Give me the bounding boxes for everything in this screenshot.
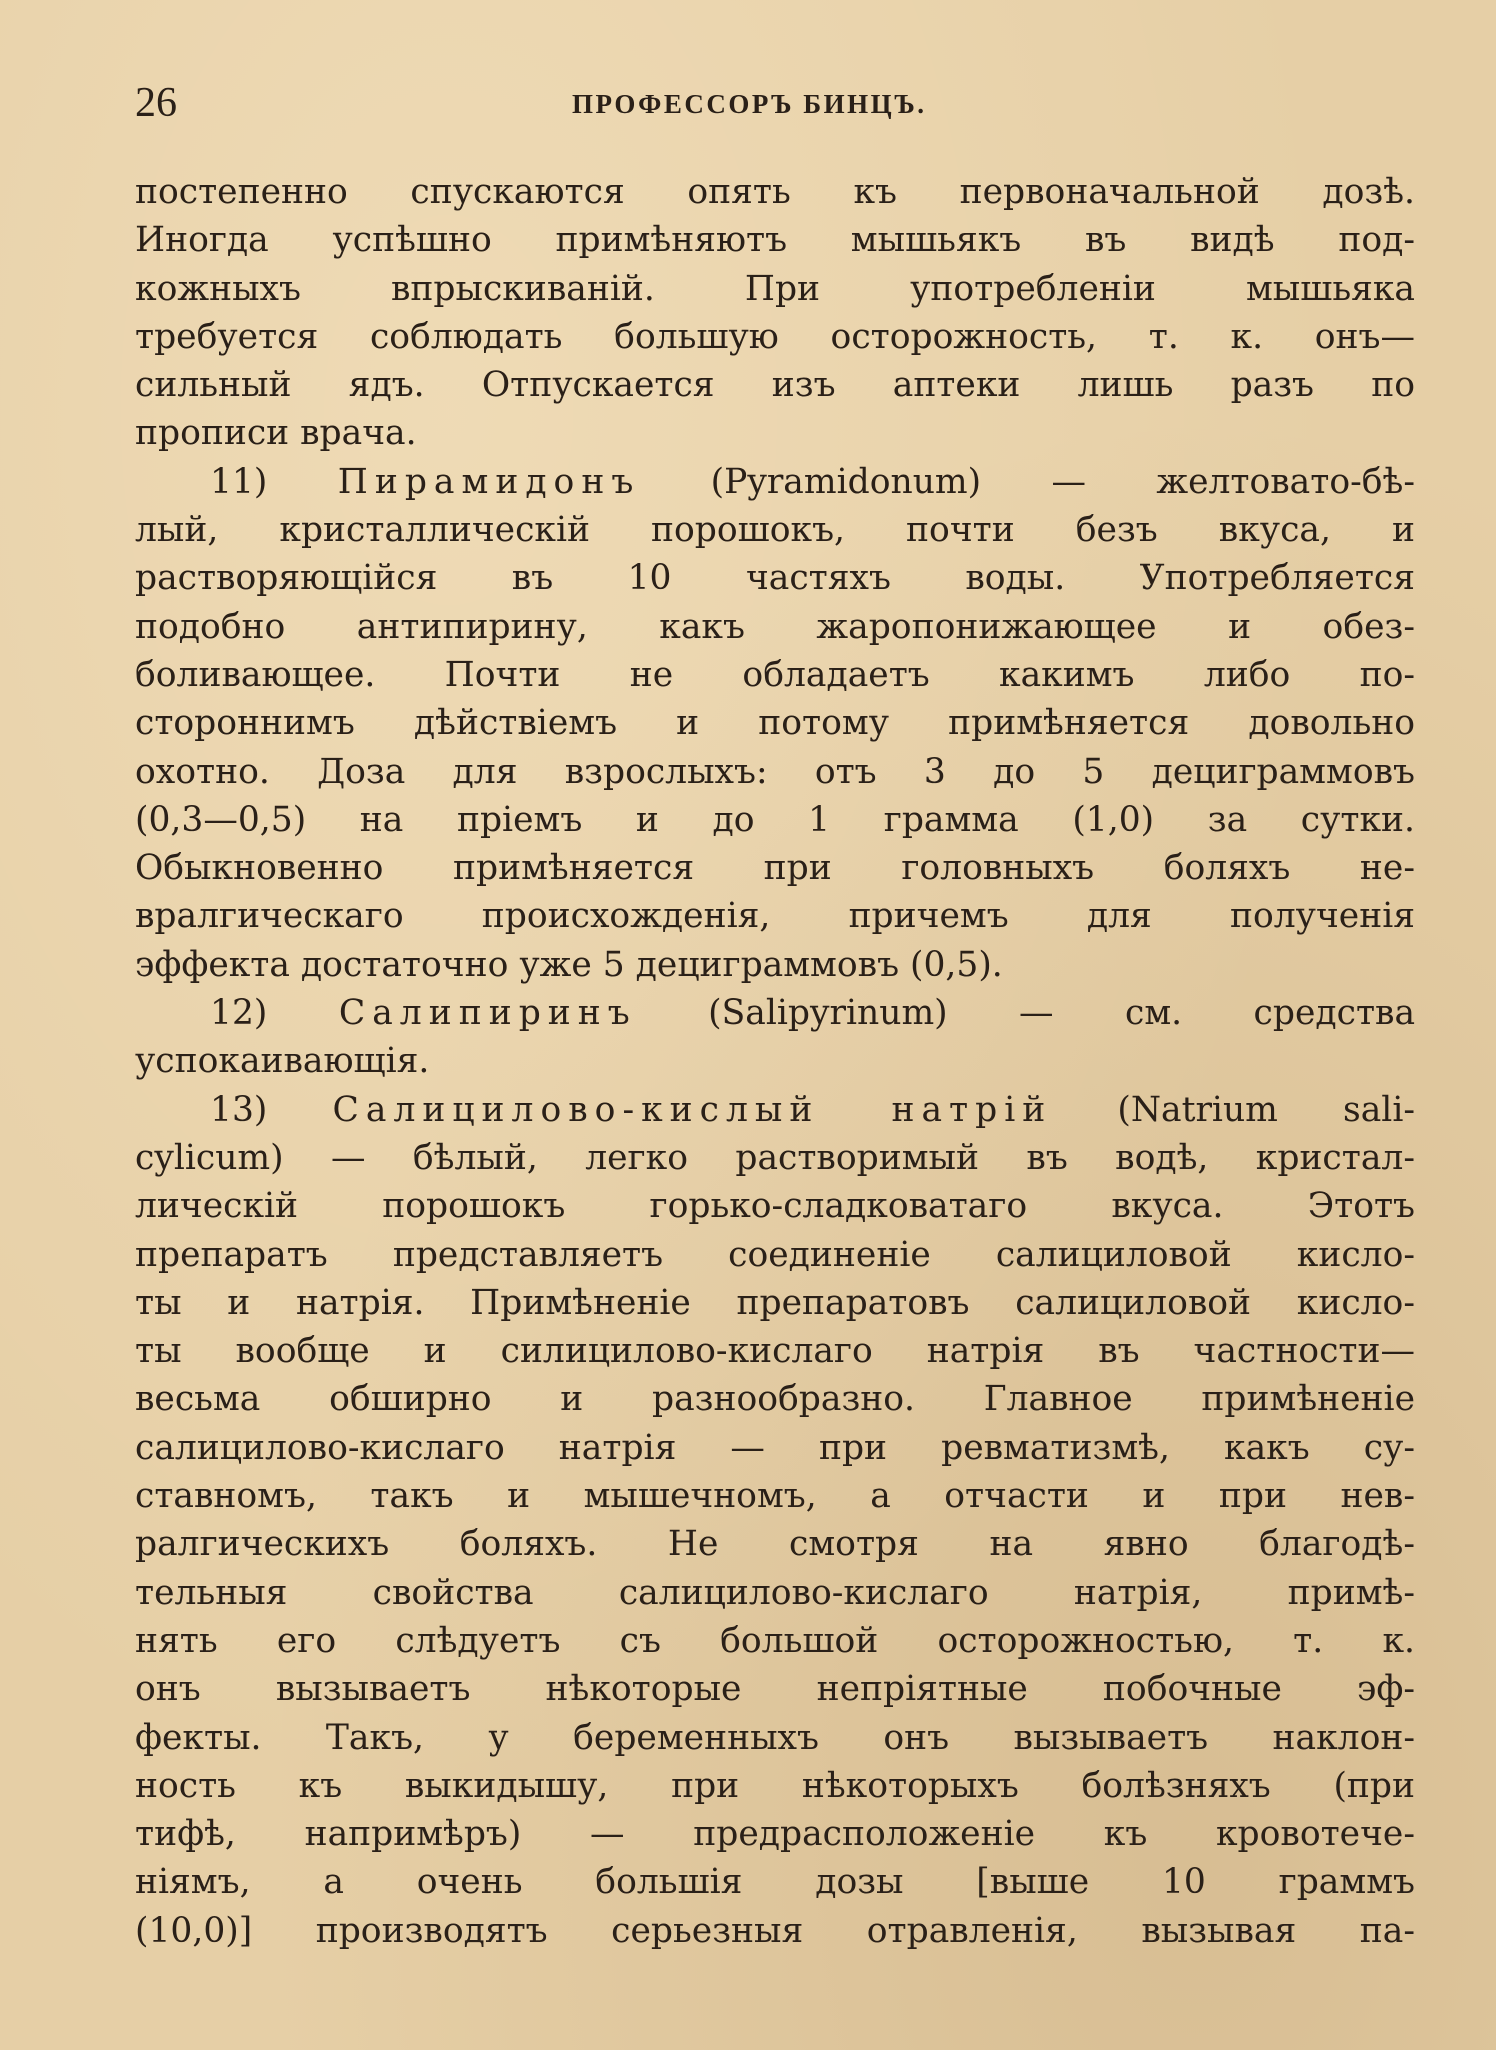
entry-heading-line — [135, 1086, 1415, 1134]
text-line: (0,3—0,5) на пріемъ и до 1 грамма (1,0) за сутки. — [135, 799, 1415, 840]
entry-term: Салицилово-кислый натрій — [332, 1089, 1053, 1130]
entry-term: Салипиринъ — [338, 993, 637, 1034]
running-head — [135, 78, 1415, 128]
text-line: подобно антипирину, какъ жаропонижающее и обез- — [135, 606, 1415, 647]
entry-number: 11) — [210, 461, 268, 502]
entry-heading-line — [135, 989, 1415, 1037]
text-line: (10,0)] производятъ серьезныя отравленія, вызывая па- — [135, 1910, 1415, 1951]
text-line: Обыкновенно примѣняется при головныхъ боляхъ не- — [135, 848, 1415, 889]
entry-number: 12) — [210, 993, 268, 1034]
text-line: Иногда успѣшно примѣняютъ мышьякъ въ видѣ под- — [135, 220, 1415, 261]
text-line: требуется соблюдать большую осторожность, т. к. онъ— — [135, 316, 1415, 357]
text-line: тельныя свойства салицилово-кислаго натрія, примѣ- — [135, 1572, 1415, 1613]
text-line: cylicum) — бѣлый, легко растворимый въ водѣ, кристал- — [135, 1137, 1415, 1178]
entry-text: (Natrium sali- — [1117, 1089, 1415, 1130]
text-line: ты и натрія. Примѣненіе препаратовъ салициловой кисло- — [135, 1282, 1415, 1323]
text-line: ность къ выкидышу, при нѣкоторыхъ болѣзняхъ (при — [135, 1765, 1415, 1806]
text-line: фекты. Такъ, у беременныхъ онъ вызываетъ наклон- — [135, 1717, 1415, 1758]
text-line: лическій порошокъ горько-сладковатаго вкуса. Этотъ — [135, 1186, 1415, 1227]
text-line: сильный ядъ. Отпускается изъ аптеки лишь разъ по — [135, 365, 1415, 406]
text-line: успокаивающія. — [135, 1041, 430, 1082]
text-line: нять его слѣдуетъ съ большой осторожностью, т. к. — [135, 1620, 1415, 1661]
text-line: эффекта достаточно уже 5 дециграммовъ (0,5). — [135, 944, 1003, 985]
text-line: препаратъ представляетъ соединеніе салициловой кисло- — [135, 1234, 1415, 1275]
entry-text: (Salipyrinum) — см. средства — [708, 993, 1415, 1034]
entry-heading-line — [135, 458, 1415, 506]
text-line: тифѣ, напримѣръ) — предрасположеніе къ кровотече- — [135, 1814, 1415, 1855]
text-line: салицилово-кислаго натрія — при ревматизмѣ, какъ су- — [135, 1427, 1415, 1468]
page-number: 26 — [135, 80, 177, 126]
text-line: кожныхъ впрыскиваній. При употребленіи мышьяка — [135, 268, 1415, 309]
text-line: охотно. Доза для взрослыхъ: отъ 3 до 5 дециграммовъ — [135, 751, 1415, 792]
entry-number: 13) — [210, 1089, 268, 1130]
entry-text: (Pyramidonum) — желтовато-бѣ- — [710, 461, 1415, 502]
text-line: ставномъ, такъ и мышечномъ, а отчасти и при нев- — [135, 1476, 1415, 1517]
text-line: ніямъ, а очень большія дозы [выше 10 граммъ — [135, 1862, 1415, 1903]
text-line: боливающее. Почти не обладаетъ какимъ либо по- — [135, 654, 1415, 695]
text-line: онъ вызываетъ нѣкоторые непріятные побочные эф- — [135, 1669, 1415, 1710]
running-title: ПРОФЕССОРЪ БИНЦЪ. — [572, 89, 927, 119]
body-text — [135, 168, 1415, 1955]
text-line: стороннимъ дѣйствіемъ и потому примѣняется довольно — [135, 703, 1415, 744]
text-line: растворяющійся въ 10 частяхъ воды. Употребляется — [135, 558, 1415, 599]
entry-term: Пирамидонъ — [337, 461, 641, 502]
text-line: прописи врача. — [135, 413, 417, 454]
text-line: весьма обширно и разнообразно. Главное примѣненіе — [135, 1379, 1415, 1420]
text-line: постепенно спускаются опять къ первоначальной дозѣ. — [135, 172, 1415, 212]
text-line: ты вообще и силицилово-кислаго натрія въ частности— — [135, 1331, 1415, 1372]
text-line: лый, кристаллическій порошокъ, почти безъ вкуса, и — [135, 510, 1415, 551]
text-line: вралгическаго происхожденія, причемъ для полученія — [135, 896, 1415, 937]
text-line: ралгическихъ боляхъ. Не смотря на явно благодѣ- — [135, 1524, 1415, 1565]
